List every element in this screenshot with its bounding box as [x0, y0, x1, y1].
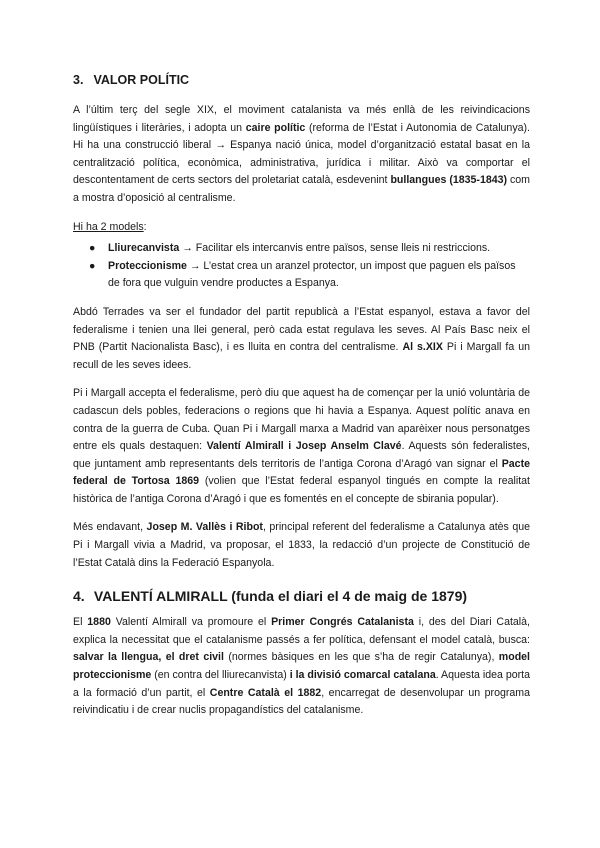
- bold-run: Centre Català el 1882: [209, 686, 322, 699]
- section-3-paragraph-3: [73, 385, 530, 508]
- bold-run: caire polític: [245, 121, 306, 134]
- models-colon: :: [143, 220, 147, 233]
- section-3-title: VALOR POLÍTIC: [93, 73, 190, 87]
- models-label: Hi ha 2 models: [73, 220, 144, 233]
- bullet-icon: ●: [89, 259, 96, 272]
- bullet-icon: ●: [89, 242, 96, 255]
- text-run: (reforma de l’Estat i Autonomia de Catalunya). Hi ha una construcció liberal → Espanya nació única, model d’organització estatal basat en la centralització política, econòmica, administrativa, jurídica i militar. Això va comportar el descontentament de certs sectors del proletariat català, esdevenint: [73, 121, 530, 187]
- bold-run: Valentí Almirall i Josep Anselm Clavé: [206, 440, 402, 453]
- text-run: A l’últim terç del segle XIX, el moviment catalanista va més enllà de les reivindicacions lingüístiques i literàries, i adopta un: [73, 104, 530, 134]
- text-run: , encarregat de desenvolupar un programa reivindicatiu i de crear nuclis propagandístics del catalanisme.: [73, 686, 531, 717]
- section-3-paragraph-1: [73, 102, 530, 208]
- text-run: i, des del Diari Català, explica la necessitat que el catalanisme passés a fer política, defensant el model català, busca:: [73, 616, 530, 646]
- section-3-paragraph-4: [73, 519, 530, 572]
- text-run: . Aquests són federalistes, que juntament amb representants dels territoris de l’antiga Corona d’Aragó van signar el: [73, 440, 530, 470]
- bold-run: Al s.XIX: [402, 341, 443, 354]
- section-4-number: 4.: [73, 588, 85, 605]
- bold-run: Josep M. Vallès i Ribot: [146, 521, 263, 534]
- model-name: Lliurecanvista: [108, 242, 180, 255]
- bold-run: bullangues (1835-1843): [390, 174, 508, 187]
- bold-run: i la divisió comarcal catalana: [289, 669, 436, 682]
- list-item: [73, 240, 530, 258]
- section-3-paragraph-2: [73, 304, 530, 374]
- section-4-heading: [73, 588, 530, 604]
- bold-run: 1880: [87, 616, 111, 629]
- text-run: (volien que l’Estat federal espanyol tingués en compte la realitat històrica de l’antiga Corona d’Aragó i que es fomentés en el concepte de sbirania popular).: [73, 475, 531, 505]
- bold-run: Primer Congrés Catalanista: [271, 616, 414, 629]
- model-name: Proteccionisme: [108, 259, 187, 272]
- text-run: Abdó Terrades va ser el fundador del partit republicà a l’Estat espanyol, estava a favor del federalisme i tenien una llei general, però cada estat regulava les seves. Al País Basc neix el PNB (Partit Nacionalista Basc), i es lluita en contra del centralisme.: [73, 305, 530, 354]
- text-run: , principal referent del federalisme a Catalunya atès que Pi i Margall vivia a Madrid, va proposar, el 1833, la redacció d’un projecte de Constitució de l’Estat Català dins la Federació Espanyola.: [73, 521, 531, 569]
- bold-run: model proteccionisme: [73, 651, 530, 682]
- model-description: → L’estat crea un aranzel protector, un impost que paguen els països de fora que vulguin vendre productes a Espanya.: [108, 259, 516, 290]
- text-run: Valentí Almirall va promoure el: [110, 616, 272, 629]
- section-3-heading: [73, 72, 530, 88]
- models-list: [73, 240, 530, 293]
- text-run: Pi i Margall accepta el federalisme, però diu que aquest ha de començar per la unió voluntària de cadascun dels pobles, federacions o regions que hi havia a Espanya. Aquest polític anava en contra de la guerra de Cuba. Quan Pi i Margall marxa a Madrid van aparèixer nous personatges entre els quals destaquen:: [73, 387, 530, 453]
- bold-run: Pacte federal de Tortosa 1869: [73, 457, 530, 488]
- section-3-number: 3.: [73, 73, 84, 87]
- list-item: [73, 258, 530, 293]
- text-run: com a mostra d’oposició al centralisme.: [73, 174, 531, 204]
- models-intro: [73, 219, 530, 237]
- bold-run: salvar la llengua, el dret civil: [73, 651, 224, 664]
- text-run: Pi i Margall fa un recull de les seves idees.: [73, 341, 531, 371]
- text-run: . Aquesta idea porta a la formació d’un partit, el: [73, 669, 530, 699]
- model-description: → Facilitar els intercanvis entre països, sense lleis ni restriccions.: [179, 242, 491, 255]
- text-run: Més endavant,: [73, 521, 147, 534]
- text-run: (en contra del lliurecanvista): [151, 669, 290, 682]
- section-4-title: VALENTÍ ALMIRALL (funda el diari el 4 de maig de 1879): [93, 588, 468, 605]
- text-run: (normes bàsiques en les que s’ha de regir Catalunya),: [223, 651, 499, 664]
- section-4-paragraph-1: [73, 614, 530, 720]
- text-run: El: [73, 616, 88, 629]
